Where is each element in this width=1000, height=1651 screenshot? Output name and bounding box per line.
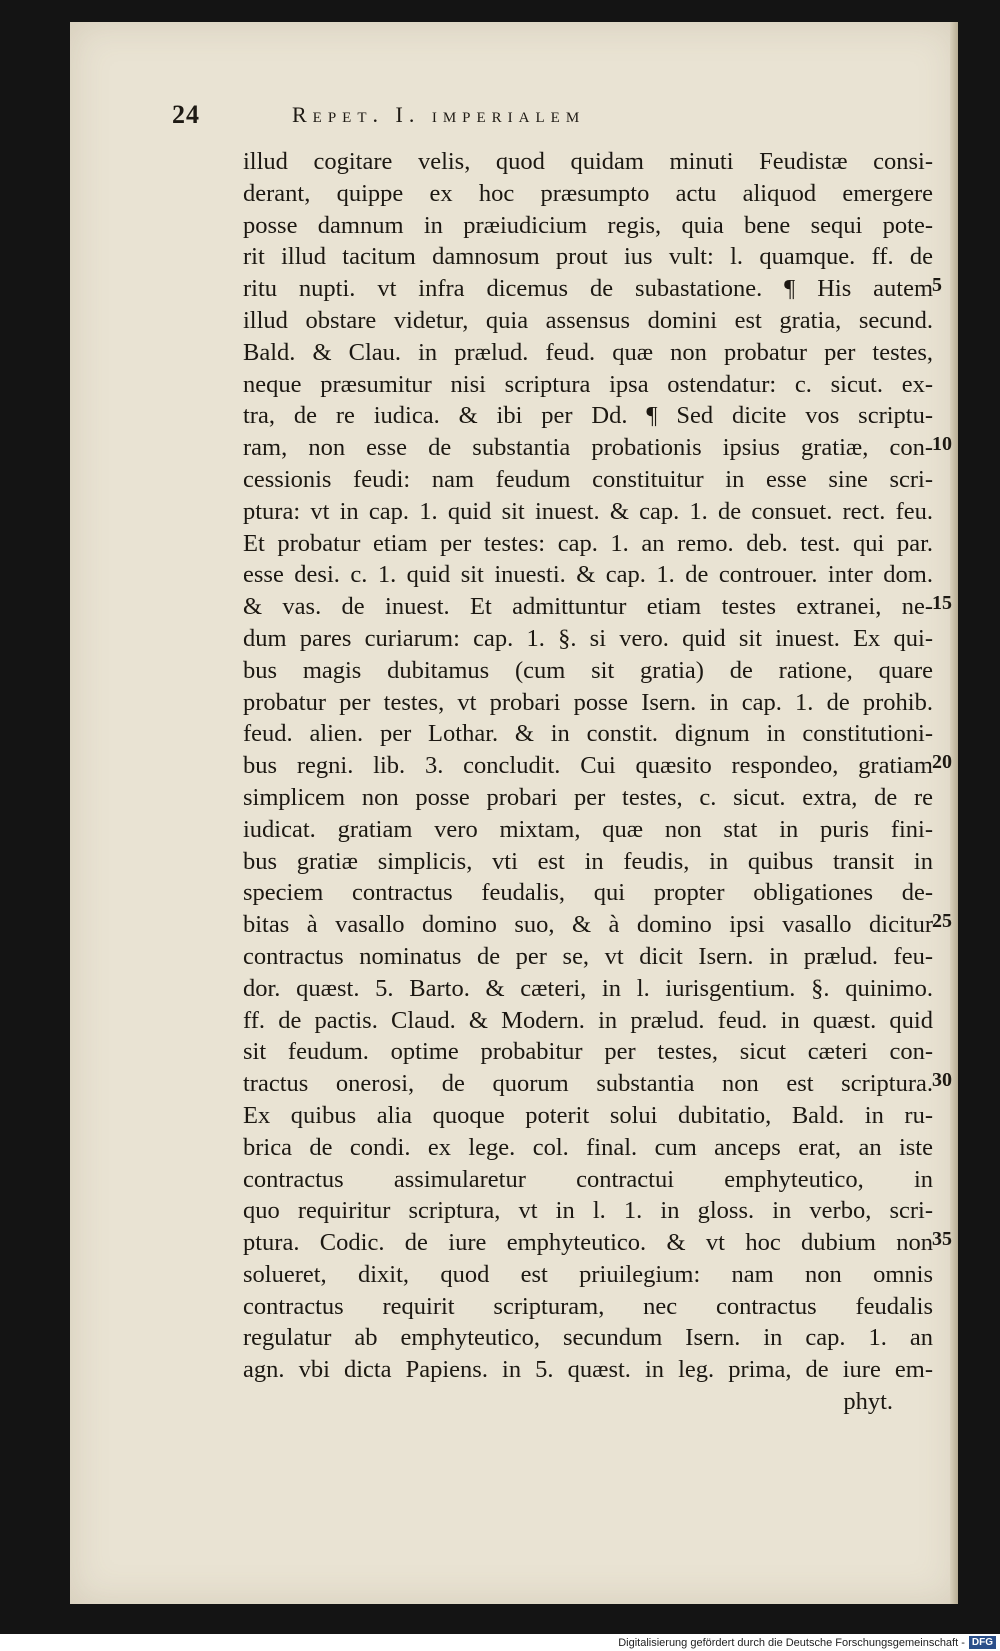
page-number: 24: [172, 100, 200, 129]
text-line: derant, quippe ex hoc præsumpto actu aliquod emergere: [243, 179, 933, 207]
text-line: dor. quæst. 5. Barto. & cæteri, in l. iurisgentium. §. quinimo.: [243, 974, 933, 1002]
text-line: simplicem non posse probari per testes, c. sicut. extra, de re: [243, 783, 933, 811]
text-line: ram, non esse de substantia probationis ipsius gratiæ, con-: [243, 434, 933, 462]
text-line: probatur per testes, vt probari posse Isern. in cap. 1. de prohib.: [243, 688, 933, 716]
digitization-credit: [618, 1636, 996, 1649]
text-line: agn. vbi dicta Papiens. in 5. quæst. in leg. prima, de iure em-: [243, 1356, 933, 1384]
page-edge: [950, 22, 958, 1604]
page-header: [172, 100, 832, 134]
text-line: speciem contractus feudalis, qui propter obligationes de-: [243, 879, 933, 907]
text-line: dum pares curiarum: cap. 1. §. si vero. quid sit inuest. Ex qui-: [243, 624, 933, 652]
text-line: contractus assimularetur contractui emphyteutico, in: [243, 1165, 933, 1193]
text-line: ritu nupti. vt infra dicemus de subastatione. ¶ His autem: [243, 275, 933, 303]
text-line: phyt.: [843, 1388, 893, 1416]
text-line: ptura: vt in cap. 1. quid sit inuest. & cap. 1. de consuet. rect. feu.: [243, 497, 933, 525]
text-line: Et probatur etiam per testes: cap. 1. an remo. deb. test. qui par.: [243, 529, 933, 557]
text-line: quo requiritur scriptura, vt in l. 1. in gloss. in verbo, scri-: [243, 1197, 933, 1225]
line-number: 30: [932, 1069, 952, 1091]
text-line: & vas. de inuest. Et admittuntur etiam testes extranei, ne-: [243, 593, 933, 621]
text-line: regulatur ab emphyteutico, secundum Isern. in cap. 1. an: [243, 1324, 933, 1352]
text-line: bus gratiæ simplicis, vti est in feudis, in quibus transit in: [243, 847, 933, 875]
text-line: rit illud tacitum damnosum prout ius vult: l. quamque. ff. de: [243, 243, 933, 271]
text-line: ptura. Codic. de iure emphyteutico. & vt hoc dubium non: [243, 1229, 933, 1257]
line-number: 35: [932, 1228, 952, 1250]
text-line: tractus onerosi, de quorum substantia non est scriptura.: [243, 1070, 933, 1098]
text-line: feud. alien. per Lothar. & in constit. dignum in constitutioni-: [243, 720, 933, 748]
text-line: neque præsumitur nisi scriptura ipsa ostendatur: c. sicut. ex-: [243, 370, 933, 398]
text-line: illud obstare videtur, quia assensus domini est gratia, secund.: [243, 306, 933, 334]
body-text: [243, 146, 933, 1418]
text-line: ff. de pactis. Claud. & Modern. in prælud. feud. in quæst. quid: [243, 1006, 933, 1034]
text-line: Bald. & Clau. in prælud. feud. quæ non probatur per testes,: [243, 338, 933, 366]
line-number: 20: [932, 751, 952, 773]
text-line: bitas à vasallo domino suo, & à domino ipsi vasallo dicitur: [243, 911, 933, 939]
text-line: esse desi. c. 1. quid sit inuesti. & cap. 1. de controuer. inter dom.: [243, 561, 933, 589]
text-line: contractus nominatus de per se, vt dicit Isern. in prælud. feu-: [243, 942, 933, 970]
text-line: cessionis feudi: nam feudum constituitur in esse sine scri-: [243, 465, 933, 493]
text-line: posse damnum in præiudicium regis, quia bene sequi pote-: [243, 211, 933, 239]
dfg-logo: DFG: [969, 1636, 996, 1649]
running-head: Repet. I. imperialem: [292, 102, 586, 127]
text-line: bus magis dubitamus (cum sit gratia) de ratione, quare: [243, 656, 933, 684]
line-number: 25: [932, 910, 952, 932]
text-line: brica de condi. ex lege. col. final. cum anceps erat, an iste: [243, 1133, 933, 1161]
text-line: illud cogitare velis, quod quidam minuti Feudistæ consi-: [243, 148, 933, 175]
line-number: 15: [932, 592, 952, 614]
text-line: iudicat. gratiam vero mixtam, quæ non stat in puris fini-: [243, 815, 933, 843]
text-line: Ex quibus alia quoque poterit solui dubitatio, Bald. in ru-: [243, 1101, 933, 1129]
text-line: bus regni. lib. 3. concludit. Cui quæsito respondeo, gratiam: [243, 752, 933, 780]
text-line: solueret, dixit, quod est priuilegium: nam non omnis: [243, 1260, 933, 1288]
text-line: contractus requirit scripturam, nec contractus feudalis: [243, 1292, 933, 1320]
credit-text: Digitalisierung gefördert durch die Deutsche Forschungsgemeinschaft -: [618, 1636, 965, 1649]
text-line: sit feudum. optime probabitur per testes, sicut cæteri con-: [243, 1038, 933, 1066]
text-line: tra, de re iudica. & ibi per Dd. ¶ Sed dicite vos scriptu-: [243, 402, 933, 430]
line-number: 5: [932, 274, 942, 296]
line-number: 10: [932, 433, 952, 455]
